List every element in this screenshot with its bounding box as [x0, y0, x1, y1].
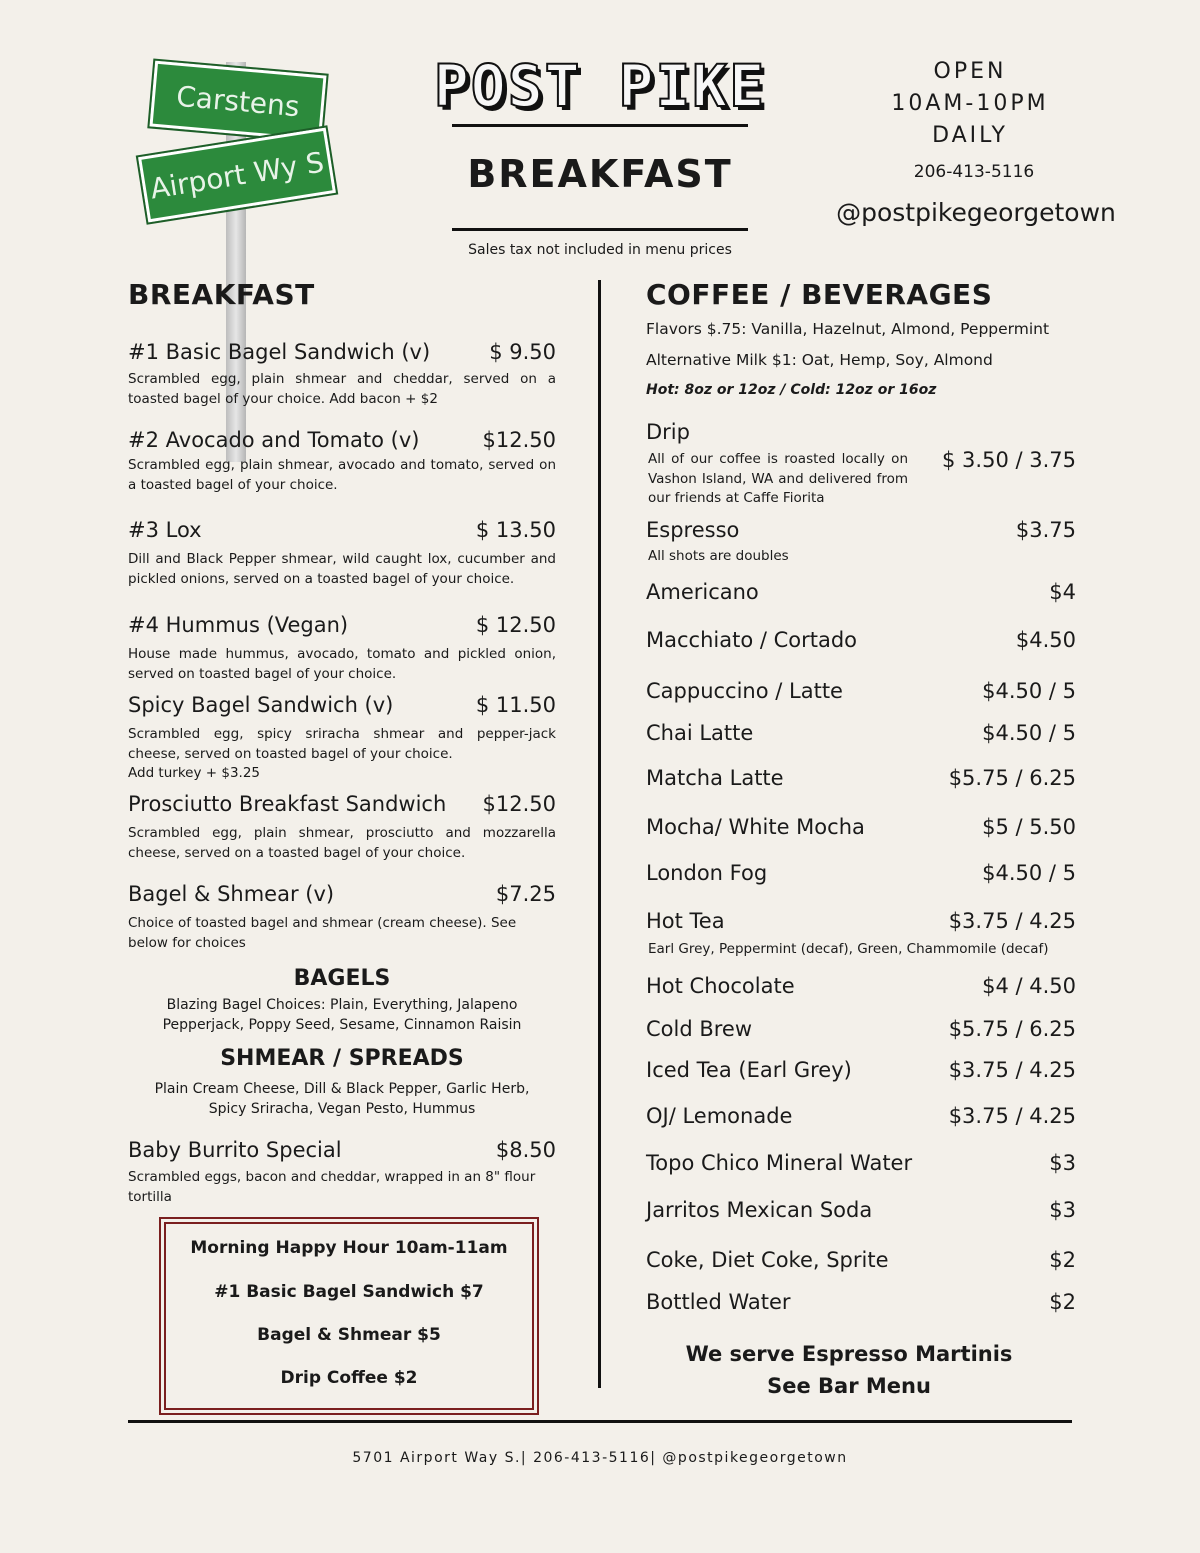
- menu-item: [646, 909, 1076, 933]
- header-rule-top: [452, 124, 748, 127]
- bagels-title: BAGELS: [293, 966, 391, 991]
- tea-sub: Earl Grey, Peppermint (decaf), Green, Chammomile (decaf): [648, 941, 1049, 957]
- item-price: $4.50 / 5: [982, 721, 1076, 745]
- drip-name: Drip: [646, 420, 690, 444]
- item-price: $4.50 / 5: [982, 679, 1076, 703]
- bagels-block: [128, 966, 556, 1035]
- menu-item: [128, 882, 556, 953]
- drip-price: $ 3.50 / 3.75: [942, 448, 1076, 472]
- item-price: $12.50: [482, 792, 556, 816]
- item-name: London Fog: [646, 861, 768, 885]
- item-price: $3: [1049, 1198, 1076, 1222]
- item-desc: Scrambled egg, plain shmear, avocado and tomato, served on a toasted bagel of your choice.: [128, 457, 556, 493]
- menu-item: [128, 693, 556, 784]
- menu-item: [646, 974, 1076, 998]
- happy-hour-item: Drip Coffee $2: [280, 1368, 418, 1388]
- item-name: Matcha Latte: [646, 766, 784, 790]
- item-price: $ 9.50: [489, 340, 556, 364]
- item-price: $3.75 / 4.25: [948, 1104, 1076, 1128]
- header-rule-bottom: [452, 228, 748, 231]
- item-name: Topo Chico Mineral Water: [646, 1151, 913, 1175]
- item-name: Espresso: [646, 518, 740, 542]
- item-price: $ 12.50: [475, 613, 556, 637]
- item-name: Bagel & Shmear (v): [128, 882, 335, 906]
- street-sign-carstens: Carstens: [149, 61, 326, 142]
- logo: POST PIKE: [433, 52, 767, 120]
- hours-line: DAILY: [932, 123, 1008, 148]
- item-name: Chai Latte: [646, 721, 754, 745]
- footer-rule: [128, 1420, 1072, 1423]
- item-name: Spicy Bagel Sandwich (v): [128, 693, 394, 717]
- item-name: Mocha/ White Mocha: [646, 815, 865, 839]
- column-divider: [598, 280, 601, 1388]
- item-name: Macchiato / Cortado: [646, 628, 858, 652]
- tax-note: Sales tax not included in menu prices: [468, 242, 732, 258]
- item-extra: Add turkey + $3.25: [128, 765, 261, 781]
- item-name: Cold Brew: [646, 1017, 753, 1041]
- beverages-section-title: COFFEE / BEVERAGES: [646, 278, 993, 311]
- hours-block: [880, 56, 1060, 152]
- item-price: $ 13.50: [475, 518, 556, 542]
- phone-number: 206-413-5116: [913, 162, 1035, 182]
- happy-hour-title: Morning Happy Hour 10am-11am: [190, 1238, 508, 1258]
- item-price: $3.75: [1015, 518, 1076, 542]
- hours-line: 10AM-10PM: [891, 91, 1049, 116]
- espresso-sub: All shots are doubles: [648, 548, 789, 564]
- menu-item: [646, 1151, 1076, 1175]
- menu-item: [128, 518, 556, 589]
- happy-hour-item: #1 Basic Bagel Sandwich $7: [214, 1282, 484, 1302]
- item-price: $5.75 / 6.25: [948, 1017, 1076, 1041]
- menu-item: [646, 580, 1076, 604]
- item-name: Hot Tea: [646, 909, 725, 933]
- hours-line: OPEN: [933, 59, 1007, 84]
- item-desc: Scrambled egg, spicy sriracha shmear and pepper-jack cheese, served on toasted bagel of your choice.: [128, 726, 556, 762]
- menu-item: [646, 1104, 1076, 1128]
- menu-item: [646, 861, 1076, 885]
- item-price: $2: [1049, 1290, 1076, 1314]
- item-name: #2 Avocado and Tomato (v): [128, 428, 420, 452]
- flavors-note: Flavors $.75: Vanilla, Hazelnut, Almond, Peppermint: [646, 320, 1050, 338]
- menu-item: [128, 1138, 556, 1207]
- item-price: $4.50: [1015, 628, 1076, 652]
- spreads-text: Plain Cream Cheese, Dill & Black Pepper, Garlic Herb, Spicy Sriracha, Vegan Pesto, Hummus: [154, 1081, 530, 1117]
- item-price: $5.75 / 6.25: [948, 766, 1076, 790]
- happy-hour-item: Bagel & Shmear $5: [257, 1325, 441, 1345]
- social-handle: @postpikegeorgetown: [836, 198, 1116, 227]
- menu-item: [128, 792, 556, 863]
- menu-item: [646, 1290, 1076, 1314]
- item-desc: Choice of toasted bagel and shmear (cream cheese). See below for choices: [128, 915, 517, 951]
- footer: 5701 Airport Way S.| 206-413-5116| @postpikegeorgetown: [352, 1450, 848, 1466]
- size-note: Hot: 8oz or 12oz / Cold: 12oz or 16oz: [646, 382, 937, 398]
- item-price: $3.75 / 4.25: [948, 909, 1076, 933]
- item-price: $ 11.50: [475, 693, 556, 717]
- menu-item: [646, 721, 1076, 745]
- item-desc: Scrambled eggs, bacon and cheddar, wrapped in an 8" flour tortilla: [128, 1169, 536, 1205]
- item-price: $3: [1049, 1151, 1076, 1175]
- item-price: $4 / 4.50: [982, 974, 1076, 998]
- item-name: OJ/ Lemonade: [646, 1104, 793, 1128]
- item-name: Prosciutto Breakfast Sandwich: [128, 792, 447, 816]
- item-desc: House made hummus, avocado, tomato and pickled onion, served on toasted bagel of your choice.: [128, 646, 556, 682]
- menu-item: [646, 518, 1076, 542]
- martini-line: We serve Espresso Martinis: [685, 1342, 1013, 1366]
- item-price: $5 / 5.50: [982, 815, 1076, 839]
- menu-item: [646, 1248, 1076, 1272]
- item-name: Bottled Water: [646, 1290, 791, 1314]
- item-desc: Dill and Black Pepper shmear, wild caught lox, cucumber and pickled onions, served on a toasted bagel of your choice.: [128, 551, 556, 587]
- happy-hour-box: [164, 1222, 534, 1410]
- item-name: Iced Tea (Earl Grey): [646, 1058, 852, 1082]
- menu-item: [646, 815, 1076, 839]
- item-name: #3 Lox: [128, 518, 202, 542]
- menu-item: [646, 1198, 1076, 1222]
- item-name: Coke, Diet Coke, Sprite: [646, 1248, 889, 1272]
- item-name: #1 Basic Bagel Sandwich (v): [128, 340, 431, 364]
- spreads-block: [128, 1046, 556, 1119]
- item-price: $2: [1049, 1248, 1076, 1272]
- item-name: #4 Hummus (Vegan): [128, 613, 349, 637]
- item-price: $4.50 / 5: [982, 861, 1076, 885]
- street-sign-airport-way: Airport Wy S: [138, 128, 336, 223]
- item-price: $4: [1049, 580, 1076, 604]
- espresso-martini-note: [646, 1338, 1052, 1402]
- martini-line: See Bar Menu: [767, 1374, 931, 1398]
- item-price: $8.50: [495, 1138, 556, 1162]
- drip-desc: All of our coffee is roasted locally on Vashon Island, WA and delivered from our friends at Caffe Fiorita: [648, 451, 908, 506]
- menu-item: [128, 613, 556, 684]
- item-name: Baby Burrito Special: [128, 1138, 342, 1162]
- menu-item: [646, 679, 1076, 703]
- item-price: $3.75 / 4.25: [948, 1058, 1076, 1082]
- item-name: Cappuccino / Latte: [646, 679, 843, 703]
- item-name: Jarritos Mexican Soda: [646, 1198, 873, 1222]
- item-name: Americano: [646, 580, 759, 604]
- spreads-title: SHMEAR / SPREADS: [220, 1046, 464, 1071]
- menu-item: [128, 340, 556, 409]
- breakfast-section-title: BREAKFAST: [128, 278, 315, 311]
- menu-item: [128, 428, 556, 495]
- bagels-text: Blazing Bagel Choices: Plain, Everything, Jalapeno Pepperjack, Poppy Seed, Sesame, Cinnamon Raisin: [162, 997, 522, 1033]
- milk-note: Alternative Milk $1: Oat, Hemp, Soy, Almond: [646, 351, 993, 369]
- menu-item: [646, 766, 1076, 790]
- menu-item: [646, 628, 1076, 652]
- menu-item: [646, 1058, 1076, 1082]
- menu-item: [646, 1017, 1076, 1041]
- item-name: Hot Chocolate: [646, 974, 795, 998]
- item-desc: Scrambled egg, plain shmear, prosciutto and mozzarella cheese, served on a toasted bagel of your choice.: [128, 825, 556, 861]
- item-price: $12.50: [482, 428, 556, 452]
- page-title: BREAKFAST: [467, 152, 733, 196]
- item-price: $7.25: [495, 882, 556, 906]
- item-desc: Scrambled egg, plain shmear and cheddar, served on a toasted bagel of your choice. Add bacon + $2: [128, 371, 556, 407]
